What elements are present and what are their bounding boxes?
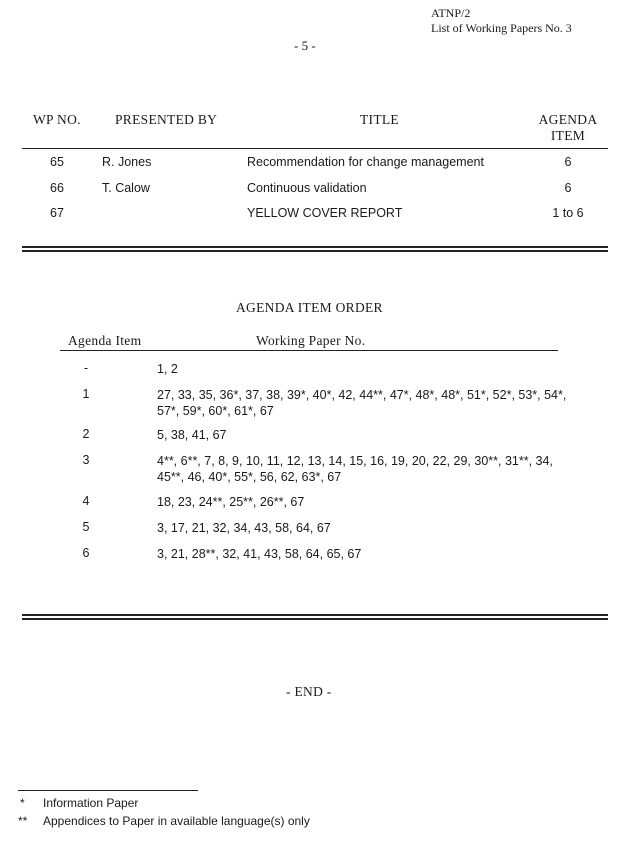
section-double-rule-top (22, 614, 608, 616)
end-marker: - END - (286, 684, 332, 699)
footnote-symbol: ** (18, 814, 28, 828)
column-header-title: TITLE (360, 112, 399, 127)
working-paper-column-header: Working Paper No. (256, 333, 366, 348)
agenda-item-number: 5 (82, 520, 90, 534)
column-header-agenda-line2: ITEM (550, 128, 586, 143)
wp-presenter: T. Calow (102, 181, 150, 195)
agenda-column-header: Agenda Item (68, 333, 142, 348)
wp-agenda-item: 1 to 6 (552, 206, 584, 220)
agenda-item-number: - (83, 361, 89, 375)
page-number: - 5 - (294, 38, 316, 53)
column-header-agenda-line1: AGENDA (538, 112, 598, 127)
wp-agenda-item: 6 (564, 181, 572, 195)
wp-title: YELLOW COVER REPORT (247, 206, 403, 220)
agenda-order-heading: AGENDA ITEM ORDER (236, 300, 383, 315)
footnote-divider (18, 790, 198, 791)
agenda-working-papers: 1, 2 (157, 362, 178, 376)
agenda-working-papers: 3, 17, 21, 32, 34, 43, 58, 64, 67 (157, 521, 331, 535)
footnote-text: Information Paper (43, 796, 139, 810)
agenda-item-number: 6 (82, 546, 90, 560)
agenda-working-papers: 27, 33, 35, 36*, 37, 38, 39*, 40*, 42, 44**, 47*, 48*, 48*, 51*, 52*, 53*, 54*, 57*, 59*, 60*, 61*, 67 (157, 388, 567, 418)
section-double-rule-bottom (22, 250, 608, 252)
wp-number: 67 (50, 206, 64, 220)
agenda-item-number: 4 (82, 494, 90, 508)
agenda-item-number: 1 (82, 387, 90, 401)
wp-number: 66 (50, 181, 64, 195)
footnote-text: Appendices to Paper in available language(s) only (43, 814, 310, 828)
section-double-rule-top (22, 246, 608, 248)
agenda-working-papers: 18, 23, 24**, 25**, 26**, 67 (157, 495, 305, 509)
wp-number: 65 (50, 155, 64, 169)
agenda-header-divider (60, 350, 558, 351)
wp-presenter: R. Jones (102, 155, 152, 169)
document-subtitle: List of Working Papers No. 3 (431, 21, 572, 35)
agenda-item-number: 2 (82, 427, 90, 441)
column-header-agenda-item (528, 112, 608, 144)
agenda-working-papers: 4**, 6**, 7, 8, 9, 10, 11, 12, 13, 14, 15, 16, 19, 20, 22, 29, 30**, 31**, 34, 45**, 46, 40*, 55*, 56, 62, 63*, 67 (157, 454, 553, 484)
footnote-symbol: * (20, 796, 25, 810)
column-header-wp-no: WP NO. (33, 112, 81, 127)
wp-agenda-item: 6 (564, 155, 572, 169)
wp-title: Recommendation for change management (247, 155, 484, 169)
section-double-rule-bottom (22, 618, 608, 620)
document-reference: ATNP/2 (431, 6, 471, 20)
column-header-presented-by: PRESENTED BY (115, 112, 218, 127)
agenda-item-number: 3 (82, 453, 90, 467)
wp-title: Continuous validation (247, 181, 367, 195)
agenda-working-papers: 3, 21, 28**, 32, 41, 43, 58, 64, 65, 67 (157, 547, 362, 561)
table-header-divider (22, 148, 608, 149)
agenda-working-papers: 5, 38, 41, 67 (157, 428, 227, 442)
